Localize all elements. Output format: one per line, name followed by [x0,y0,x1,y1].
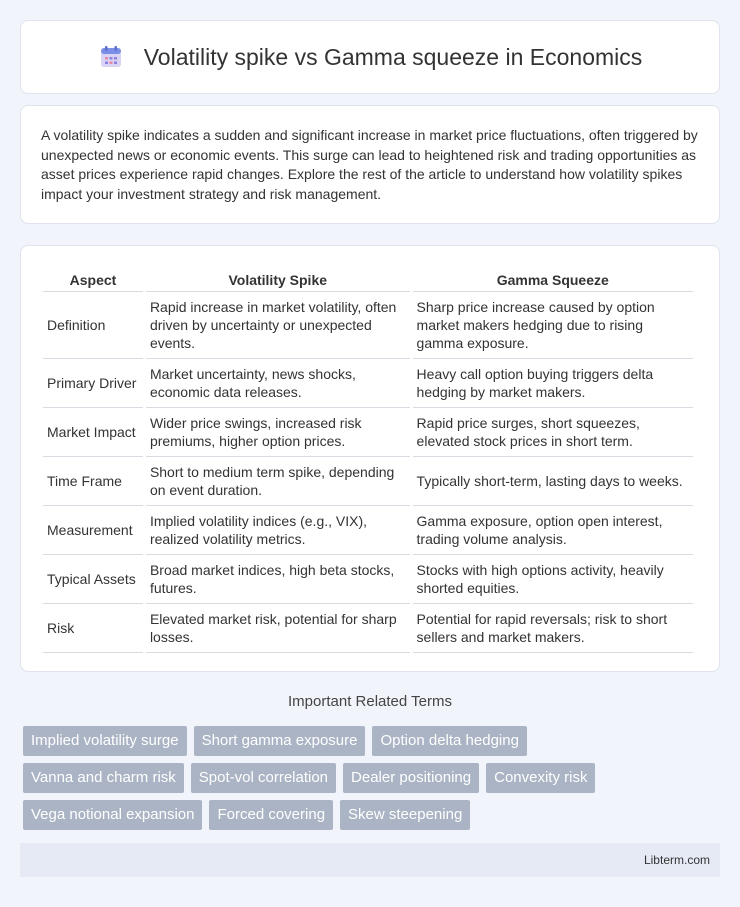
intro-card [20,105,720,224]
related-term-tag[interactable]: Forced covering [209,800,333,830]
cell-aspect: Risk [43,604,143,653]
cell-aspect: Market Impact [43,408,143,457]
related-term-tag[interactable]: Implied volatility surge [23,726,187,756]
cell-gamma-squeeze: Heavy call option buying triggers delta hedging by market makers. [413,359,693,408]
intro-text: A volatility spike indicates a sudden and significant increase in market price fluctuations, often triggered by unexpected news or economic events. This surge can lead to heightened risk and trading opportunities as asset prices experience rapid changes. Explore the rest of the article to understand how volatility spikes impact your investment strategy and risk management. [41,127,698,202]
related-term-tag[interactable]: Vega notional expansion [23,800,202,830]
footer-brand-link[interactable]: Libterm.com [643,853,710,867]
tag-row [23,800,723,830]
table-row [43,408,693,457]
related-term-tag[interactable]: Dealer positioning [343,763,479,793]
related-term-tag[interactable]: Short gamma exposure [194,726,366,756]
table-row [43,292,693,359]
tag-row [23,763,723,793]
tag-row [23,726,723,756]
related-terms-title: Important Related Terms [288,693,452,710]
cell-volatility-spike: Elevated market risk, potential for sharp losses. [146,604,410,653]
footer [20,843,720,877]
comparison-table-card [20,245,720,672]
cell-aspect: Primary Driver [43,359,143,408]
cell-gamma-squeeze: Typically short-term, lasting days to weeks. [413,457,693,506]
cell-aspect: Typical Assets [43,555,143,604]
header-volatility-spike: Volatility Spike [146,266,410,292]
table-row [43,359,693,408]
cell-gamma-squeeze: Sharp price increase caused by option market makers hedging due to rising gamma exposure. [413,292,693,359]
cell-volatility-spike: Broad market indices, high beta stocks, futures. [146,555,410,604]
comparison-table [40,266,696,653]
cell-aspect: Time Frame [43,457,143,506]
cell-volatility-spike: Implied volatility indices (e.g., VIX), realized volatility metrics. [146,506,410,555]
calendar-icon [98,44,124,70]
table-row [43,604,693,653]
cell-aspect: Measurement [43,506,143,555]
cell-aspect: Definition [43,292,143,359]
header-aspect: Aspect [43,266,143,292]
page-title: Volatility spike vs Gamma squeeze in Economics [143,43,643,70]
cell-volatility-spike: Rapid increase in market volatility, often driven by uncertainty or unexpected events. [146,292,410,359]
cell-gamma-squeeze: Stocks with high options activity, heavily shorted equities. [413,555,693,604]
related-term-tag[interactable]: Option delta hedging [372,726,526,756]
cell-volatility-spike: Wider price swings, increased risk premiums, higher option prices. [146,408,410,457]
cell-volatility-spike: Market uncertainty, news shocks, economic data releases. [146,359,410,408]
header-card [20,20,720,94]
header-gamma-squeeze: Gamma Squeeze [413,266,693,292]
table-header-row [43,266,693,292]
cell-gamma-squeeze: Potential for rapid reversals; risk to short sellers and market makers. [413,604,693,653]
table-row [43,506,693,555]
cell-gamma-squeeze: Gamma exposure, option open interest, trading volume analysis. [413,506,693,555]
table-row [43,555,693,604]
related-term-tag[interactable]: Vanna and charm risk [23,763,184,793]
related-term-tag[interactable]: Skew steepening [340,800,470,830]
table-row [43,457,693,506]
related-terms-list [23,726,723,837]
cell-volatility-spike: Short to medium term spike, depending on event duration. [146,457,410,506]
related-term-tag[interactable]: Convexity risk [486,763,595,793]
related-term-tag[interactable]: Spot-vol correlation [191,763,336,793]
cell-gamma-squeeze: Rapid price surges, short squeezes, elevated stock prices in short term. [413,408,693,457]
